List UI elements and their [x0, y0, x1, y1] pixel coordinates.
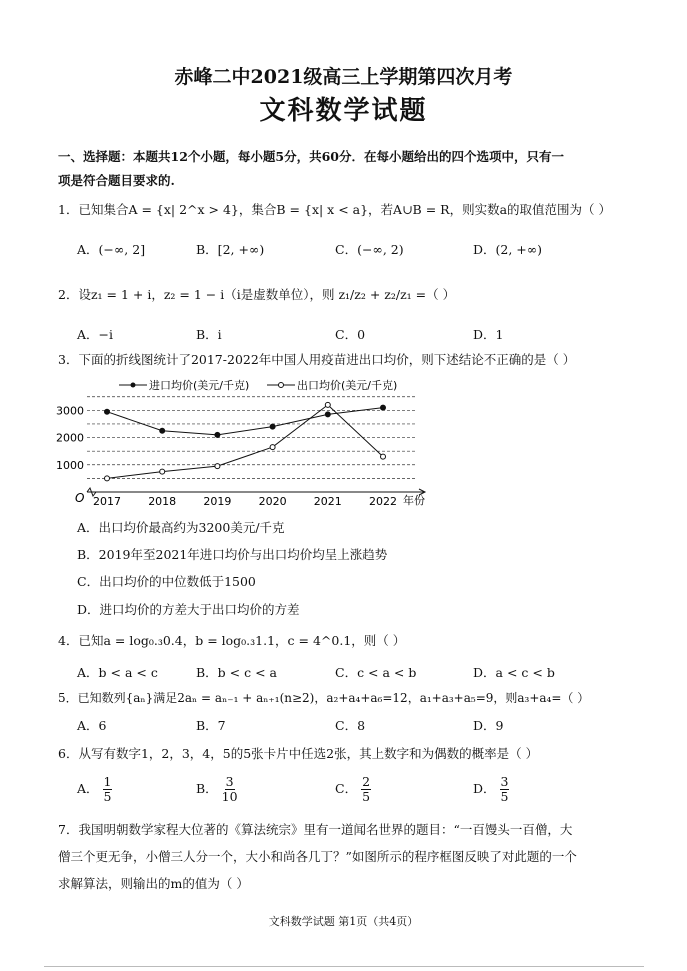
q2-option-a: A．−i [77, 327, 113, 342]
chart-legend [119, 378, 397, 392]
y-tick-label-3000: 3000 [56, 404, 84, 418]
export-point-2018 [160, 469, 165, 474]
q6-option-a [77, 775, 112, 804]
q1-option-c: C．(−∞, 2) [335, 242, 404, 257]
chart-origin-label: O [75, 491, 85, 505]
q5-option-a: A．6 [77, 718, 107, 733]
q2-option-c: C．0 [335, 327, 366, 342]
x-tick-label-2018: 2018 [148, 495, 177, 508]
legend-export-marker [279, 383, 284, 388]
import-point-2017 [105, 409, 110, 414]
series-line-import [107, 408, 383, 435]
series-line-export [107, 405, 383, 479]
q6-option-d-label: D． [473, 780, 496, 796]
section-heading-line2: 项是符合题目要求的. [58, 173, 175, 188]
exam-title: 赤峰二中2021级高三上学期第四次月考 [174, 66, 513, 88]
legend-import-label: 进口均价(美元/千克) [149, 379, 250, 392]
q3-option-c: C．出口均价的中位数低于1500 [77, 574, 256, 589]
q5-option-d: D．9 [473, 718, 504, 733]
q5-option-c: C．8 [335, 718, 366, 733]
question-2: 2．设z₁ = 1 + i，z₂ = 1 − i（i是虚数单位），则 z₁/z₂ + z₂/z₁ =（ ） [58, 287, 456, 302]
q6-option-b-fraction [222, 775, 238, 804]
x-tick-label-2020: 2020 [258, 495, 287, 508]
y-tick-label-1000: 1000 [56, 458, 84, 472]
fraction-denominator: 10 [221, 788, 238, 804]
question-7-line3: 求解算法，则输出的m的值为（ ） [58, 876, 249, 891]
x-tick-label-2022: 2022 [369, 495, 397, 508]
q4-option-a: A．b < a < c [77, 665, 158, 680]
q6-option-c-fraction [361, 775, 371, 804]
page-bottom-rule [44, 966, 644, 967]
legend-import-marker [131, 383, 136, 388]
q2-option-d: D．1 [473, 327, 504, 342]
fraction-numerator: 1 [103, 774, 112, 789]
price-line-chart [55, 372, 435, 512]
q3-option-d: D．进口均价的方差大于出口均价的方差 [77, 602, 300, 617]
import-point-2021 [325, 412, 330, 417]
section-heading-line1: 一、选择题：本题共12个小题，每小题5分，共60分．在每小题给出的四个选项中，只有一 [58, 149, 564, 164]
q6-option-d-fraction [500, 775, 510, 804]
import-point-2020 [270, 424, 275, 429]
fraction-numerator: 3 [500, 774, 509, 789]
y-tick-label-2000: 2000 [56, 431, 84, 445]
chart-grid [87, 397, 417, 479]
export-point-2021 [325, 402, 330, 407]
fraction-denominator: 5 [500, 788, 509, 804]
export-point-2020 [270, 445, 275, 450]
q6-option-a-fraction [103, 775, 113, 804]
import-point-2022 [381, 405, 386, 410]
exam-subtitle: 文科数学试题 [259, 96, 428, 126]
q6-option-c [335, 775, 371, 804]
export-point-2019 [215, 464, 220, 469]
q6-option-b-label: B． [196, 780, 218, 796]
q4-option-b: B．b < c < a [196, 665, 277, 680]
x-tick-label-2019: 2019 [203, 495, 232, 508]
question-7-line1: 7．我国明朝数学家程大位著的《算法统宗》里有一道闻名世界的题目：“一百馒头一百僧，大 [58, 822, 573, 837]
export-point-2017 [105, 476, 110, 481]
q6-option-c-label: C． [335, 780, 358, 796]
q6-option-d [473, 775, 509, 804]
chart-series [105, 402, 386, 481]
question-4: 4．已知a = log₀.₃0.4，b = log₀.₃1.1，c = 4^0.1，则（ ） [58, 633, 406, 648]
question-5: 5．已知数列{aₙ}满足2aₙ = aₙ₋₁ + aₙ₊₁(n≥2)，a₂+a₄+a₆=12，a₁+a₃+a₅=9，则a₃+a₄=（ ） [58, 691, 590, 705]
q3-option-b: B．2019年至2021年进口均价与出口均价均呈上涨趋势 [77, 547, 388, 562]
chart-y-tick-labels [56, 404, 84, 471]
q6-option-a-label: A． [77, 780, 99, 796]
fraction-denominator: 5 [103, 788, 112, 804]
x-tick-label-2017: 2017 [93, 495, 121, 508]
fraction-denominator: 5 [362, 788, 371, 804]
q5-option-b: B．7 [196, 718, 226, 733]
import-point-2018 [160, 428, 165, 433]
question-1: 1．已知集合A = {x| 2^x > 4}，集合B = {x| x < a}，若A∪B = R，则实数a的取值范围为（ ） [58, 202, 612, 217]
q2-option-b: B．i [196, 327, 222, 342]
q1-option-d: D．(2, +∞) [473, 242, 543, 257]
import-point-2019 [215, 432, 220, 437]
question-3: 3．下面的折线图统计了2017-2022年中国人用疫苗进出口均价，则下述结论不正确的是（ ） [58, 352, 576, 367]
q4-option-d: D．a < c < b [473, 665, 555, 680]
q1-option-b: B．[2, +∞) [196, 242, 265, 257]
page-footer: 文科数学试题 第1页（共4页） [268, 915, 419, 928]
q6-option-b [196, 775, 238, 804]
q3-option-a: A．出口均价最高约为3200美元/千克 [77, 520, 285, 535]
x-tick-label-2021: 2021 [313, 495, 342, 508]
export-point-2022 [381, 454, 386, 459]
q4-option-c: C．c < a < b [335, 665, 417, 680]
q1-option-a: A．(−∞, 2] [77, 242, 146, 257]
chart-x-axis-label: 年份 [403, 494, 425, 507]
question-7-line2: 僧三个更无争，小僧三人分一个，大小和尚各几丁？”如图所示的程序框图反映了对此题的一个 [58, 849, 577, 864]
chart-x-tick-labels [93, 495, 397, 508]
legend-export-label: 出口均价(美元/千克) [297, 379, 398, 392]
question-6: 6．从写有数字1，2，3，4，5的5张卡片中任选2张，其上数字和为偶数的概率是（ ） [58, 746, 539, 761]
fraction-numerator: 3 [225, 774, 234, 789]
fraction-numerator: 2 [362, 774, 371, 789]
